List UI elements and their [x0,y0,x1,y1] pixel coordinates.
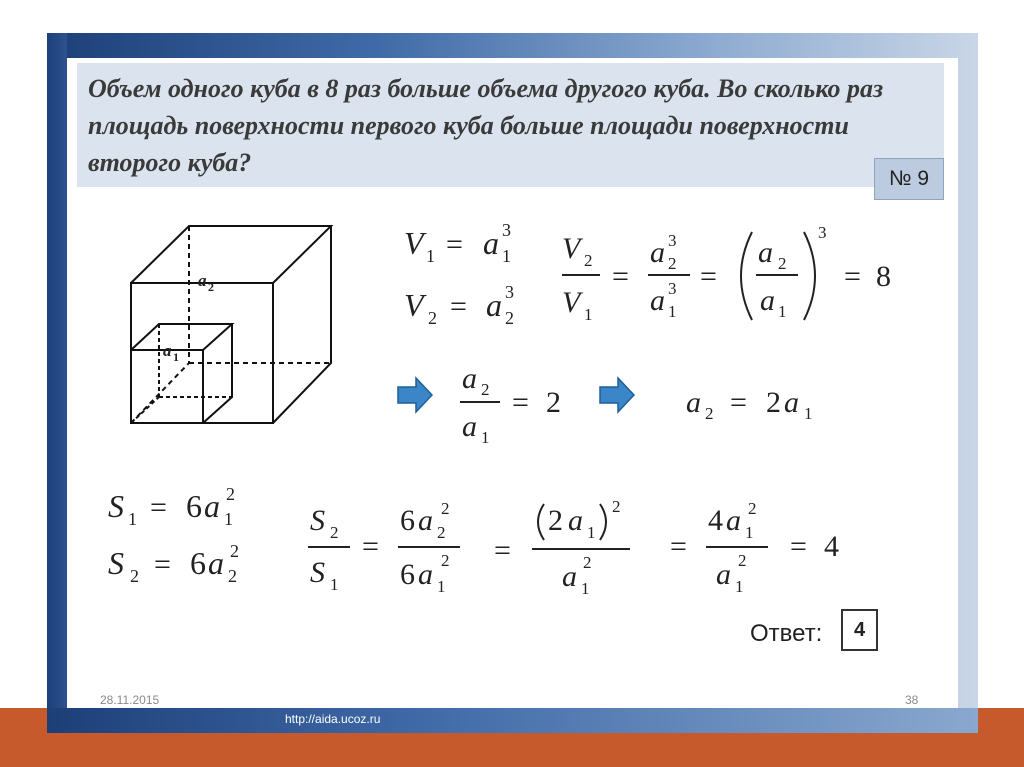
svg-text:V: V [562,232,581,265]
svg-text:a: a [562,560,577,593]
svg-text:2: 2 [505,308,514,328]
svg-text:2: 2 [437,523,446,542]
svg-text:a: a [462,362,477,395]
svg-text:S: S [310,556,325,589]
svg-text:2: 2 [584,251,593,270]
svg-text:a: a [208,545,224,581]
svg-text:=: = [730,386,747,419]
svg-text:2: 2 [548,504,563,537]
svg-text:a: a [784,386,799,419]
big-cube-hidden-edge [131,363,189,423]
svg-text:1: 1 [128,509,137,529]
big-edge-sub: 2 [208,280,214,294]
right-paren [804,232,815,320]
svg-text:S: S [108,545,124,581]
svg-text:8: 8 [876,260,891,293]
small-edge-sub: 1 [173,350,179,364]
svg-text:2: 2 [441,551,450,570]
svg-text:1: 1 [735,577,744,596]
formula-s1 [108,484,235,529]
svg-text:2: 2 [428,308,437,328]
svg-text:a: a [483,225,499,261]
svg-text:1: 1 [481,428,490,447]
svg-text:a: a [650,284,665,317]
svg-text:2: 2 [226,484,235,504]
svg-text:3: 3 [505,282,514,302]
svg-text:a: a [650,236,665,269]
svg-text:=: = [612,260,629,293]
svg-text:2: 2 [330,523,339,542]
problem-number-badge: № 9 [874,158,944,200]
svg-text:2: 2 [228,566,237,586]
left-paren-small [538,504,544,540]
svg-text:a: a [568,504,583,537]
svg-text:2: 2 [481,380,490,399]
svg-text:V: V [562,286,581,319]
svg-text:1: 1 [437,577,446,596]
svg-text:2: 2 [612,497,621,516]
svg-text:=: = [700,260,717,293]
svg-text:a: a [418,558,433,591]
svg-text:1: 1 [668,302,677,321]
footer-page-number: 38 [905,693,919,707]
svg-text:1: 1 [778,302,787,321]
svg-text:a: a [760,284,775,317]
svg-text:2: 2 [738,551,747,570]
svg-text:6: 6 [186,488,202,524]
svg-text:=: = [512,386,529,419]
svg-text:3: 3 [668,279,677,298]
svg-text:a: a [726,504,741,537]
formula-s2 [108,541,239,586]
small-edge-label: a [163,341,172,360]
svg-text:2: 2 [441,499,450,518]
formula-v2 [404,282,514,328]
big-edge-label: a [198,271,207,290]
svg-text:=: = [670,530,687,563]
svg-text:S: S [310,504,325,537]
footer-date: 28.11.2015 [100,693,160,707]
answer-label: Ответ: [750,620,823,647]
svg-text:1: 1 [224,509,233,529]
svg-text:=: = [450,290,467,323]
svg-text:a: a [486,287,502,323]
right-arrow-icon [600,378,634,412]
left-paren [741,232,752,320]
svg-text:2: 2 [766,386,781,419]
svg-text:6: 6 [400,558,415,591]
svg-text:2: 2 [583,553,592,572]
svg-text:a: a [462,410,477,443]
svg-text:2: 2 [130,566,139,586]
svg-text:1: 1 [584,305,593,324]
problem-title: Объем одного куба в 8 раз больше объема другого куба. Во сколько раз площадь поверхности первого куба больше площади поверхности второго куба? [88,74,884,177]
footer-url: http://aida.ucoz.ru [285,712,381,726]
svg-text:V: V [404,225,424,261]
svg-text:6: 6 [400,504,415,537]
small-cube-side-face [203,324,232,423]
svg-text:3: 3 [818,223,827,242]
svg-text:1: 1 [804,404,813,423]
svg-text:S: S [108,488,124,524]
svg-text:=: = [446,228,463,261]
svg-text:4: 4 [824,530,839,563]
big-cube-top-face [131,226,331,283]
svg-text:1: 1 [745,523,754,542]
bottom-frame-bar [47,708,978,733]
svg-text:a: a [758,236,773,269]
formula-edge-ratio [460,362,561,447]
svg-text:6: 6 [190,545,206,581]
small-cube-hidden-edge [131,397,159,423]
right-paren-small [600,504,606,540]
svg-text:=: = [154,548,171,581]
svg-text:=: = [150,491,167,524]
small-cube-top-face [131,324,232,350]
svg-text:2: 2 [778,254,787,273]
cube-figure [131,226,331,423]
svg-text:3: 3 [668,231,677,250]
svg-text:V: V [404,287,424,323]
answer-box: 4 [841,609,878,651]
svg-text:=: = [790,530,807,563]
svg-text:1: 1 [330,575,339,594]
svg-text:4: 4 [708,504,723,537]
svg-text:2: 2 [705,404,714,423]
svg-text:1: 1 [581,579,590,598]
svg-text:=: = [844,260,861,293]
svg-text:a: a [686,386,701,419]
svg-text:=: = [362,530,379,563]
svg-text:a: a [204,488,220,524]
svg-text:1: 1 [502,246,511,266]
svg-text:a: a [418,504,433,537]
svg-text:3: 3 [502,220,511,240]
formula-area-ratio [308,497,839,598]
svg-text:=: = [494,534,511,567]
svg-text:1: 1 [426,246,435,266]
svg-text:2: 2 [748,499,757,518]
svg-text:a: a [716,558,731,591]
formula-a2-equals-2a1 [686,386,813,423]
formula-v1 [404,220,511,266]
right-arrow-icon [398,378,432,412]
svg-text:2: 2 [230,541,239,561]
formula-volume-ratio [562,223,891,324]
svg-text:2: 2 [546,386,561,419]
svg-text:2: 2 [668,254,677,273]
svg-text:1: 1 [587,523,596,542]
